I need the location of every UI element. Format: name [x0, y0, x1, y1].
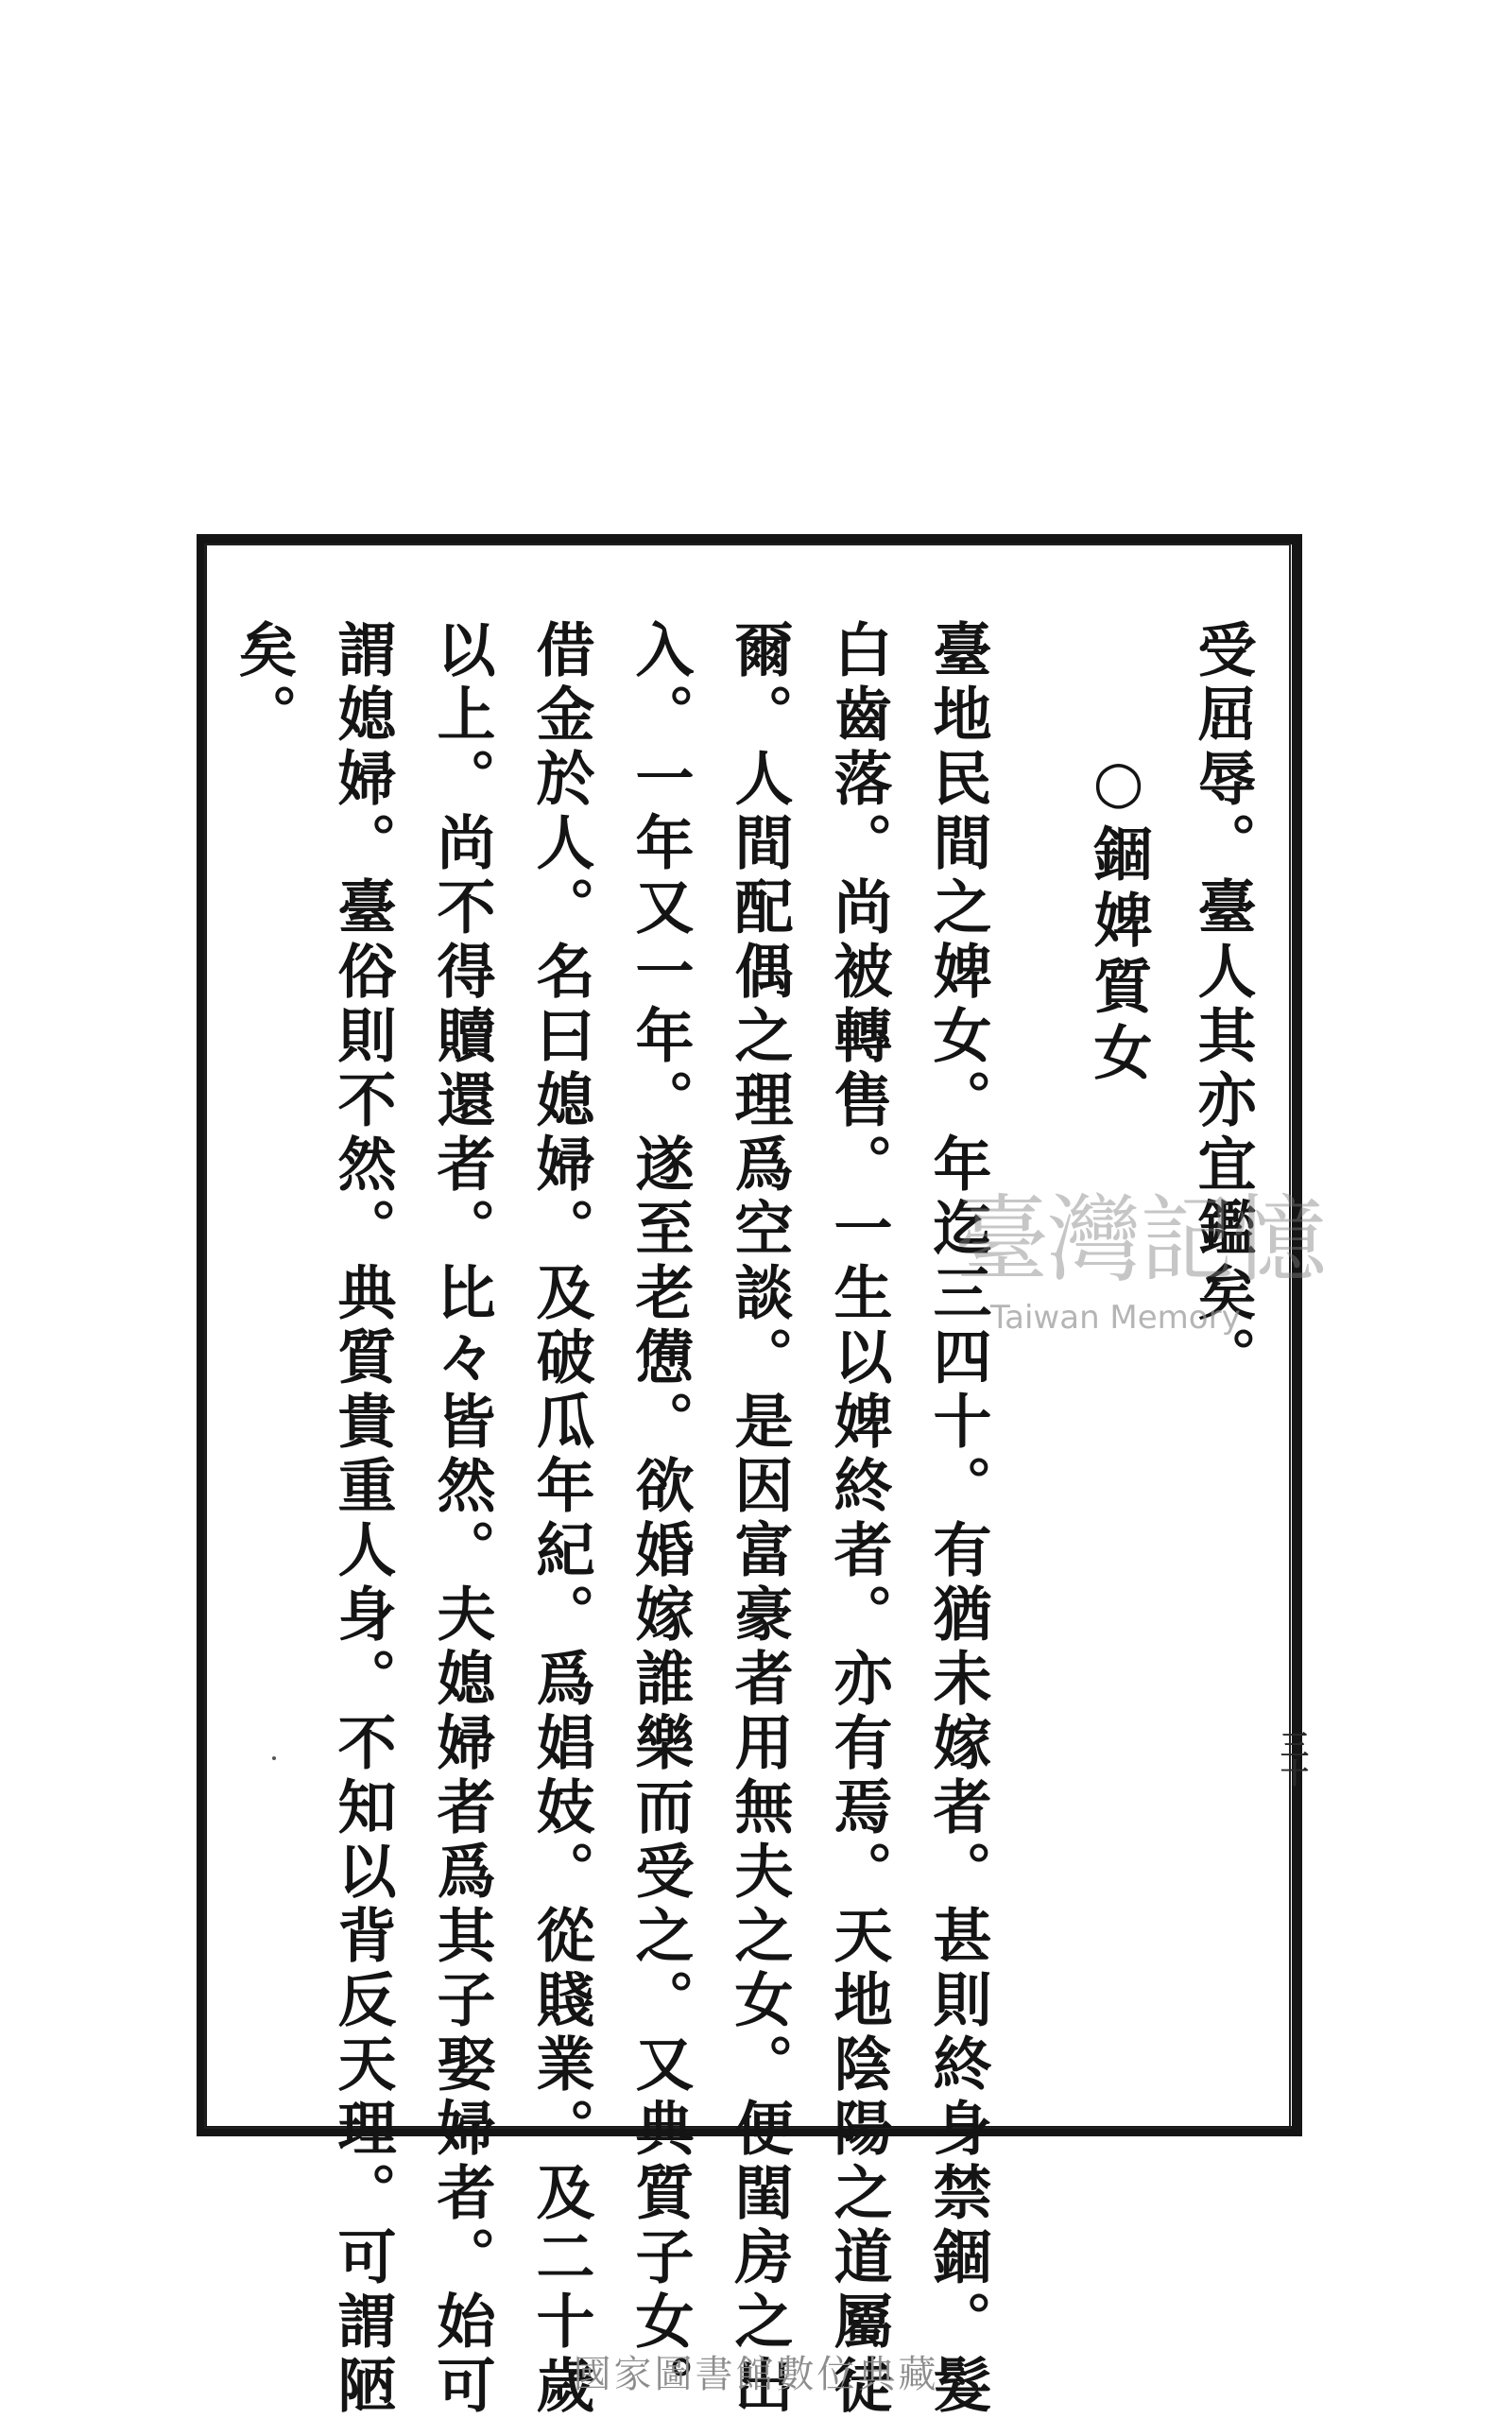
- watermark-logo: 臺灣記憶: [954, 1184, 1325, 1295]
- text-column-1: 受屈辱。臺人其亦宜鑑矣。: [1188, 619, 1257, 1391]
- paper-speck: [272, 1756, 276, 1760]
- text-column-6: 入。一年又一年。遂至老憊。欲婚嫁誰樂而受之。又典質子女。: [626, 619, 695, 2419]
- watermark: [954, 1184, 1325, 1354]
- section-heading: ○錮婢質女: [1084, 747, 1153, 1088]
- leaf-number: 三十: [1275, 1730, 1308, 1787]
- text-column-4: 白齒落。尚被轉售。一生以婢終者。亦有焉。天地陰陽之道屬徒: [824, 619, 893, 2419]
- footer-credit: 國家圖書館數位典藏: [573, 2353, 939, 2396]
- text-column-10: 矣。: [229, 619, 298, 748]
- text-column-8: 以上。尚不得贖還者。比々皆然。夫媳婦者爲其子娶婦者。始可: [427, 619, 496, 2419]
- text-column-5: 爾。人間配偶之理爲空談。是因富豪者用無夫之女。便閨房之出: [725, 619, 794, 2419]
- text-column-9: 謂媳婦。臺俗則不然。典質貴重人身。不知以背反天理。可謂陋: [328, 619, 397, 2419]
- text-column-3: 臺地民間之婢女。年迄三四十。有猶未嫁者。甚則終身禁錮。髮: [923, 619, 992, 2419]
- text-column-7: 借金於人。名曰媳婦。及破瓜年紀。爲娼妓。從賤業。及二十歲: [526, 619, 595, 2419]
- watermark-subtitle: Taiwan Memory: [990, 1299, 1241, 1337]
